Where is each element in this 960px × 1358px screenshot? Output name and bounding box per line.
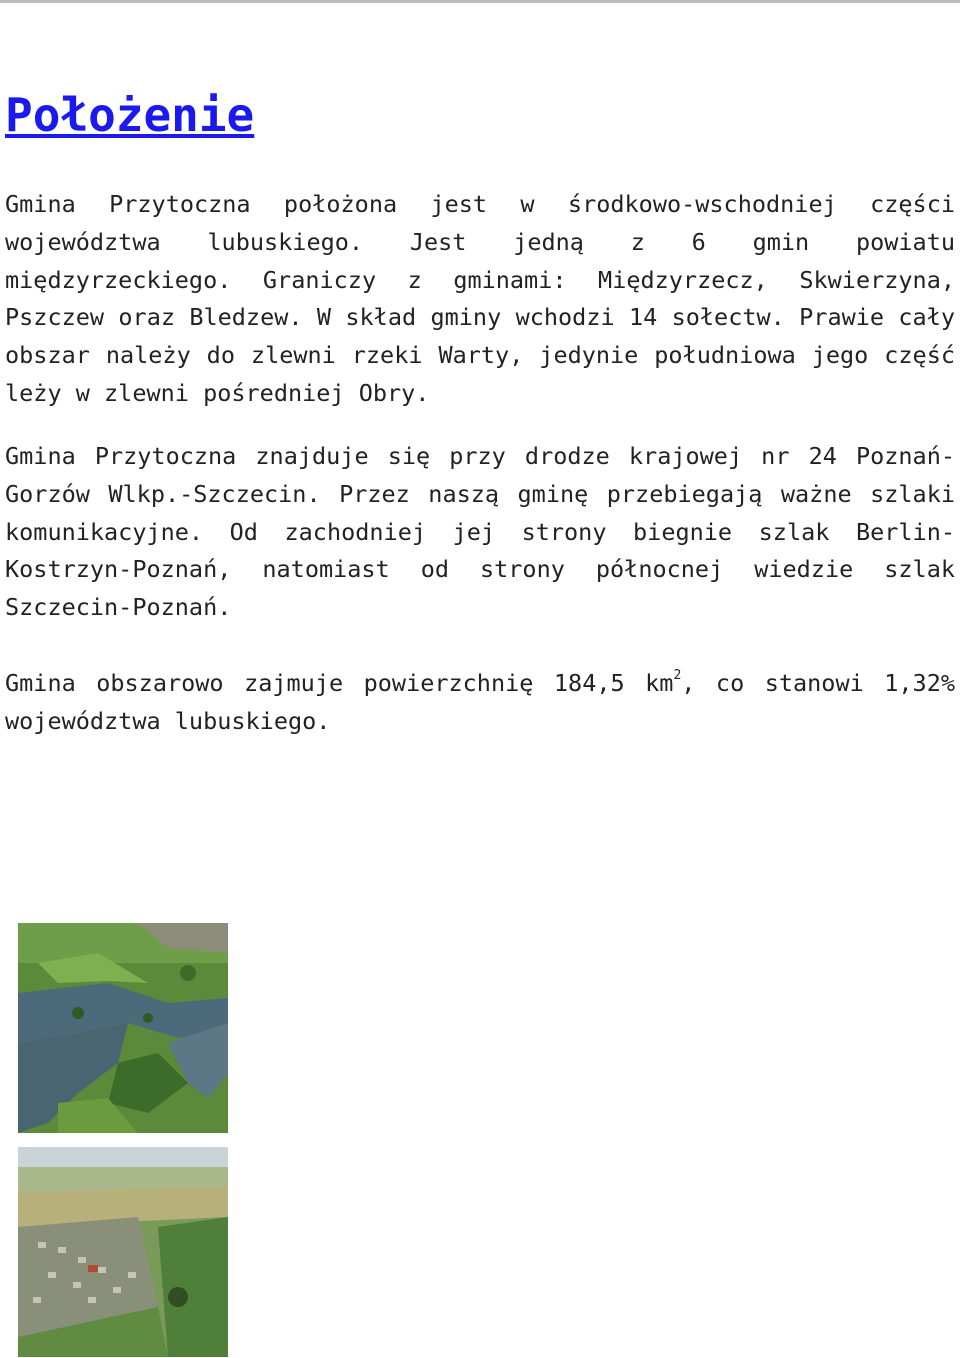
paragraph-area xyxy=(5,665,955,741)
top-divider xyxy=(0,0,960,3)
area-text-end: , co stanowi 1,32% województwa lubuskiego. xyxy=(5,669,955,735)
aerial-river-photo xyxy=(18,923,228,1133)
paragraph-location: Gmina Przytoczna położona jest w środkowo-wschodniej części województwa lubuskiego. Jest jedną z 6 gmin powiatu międzyrzeckiego. Graniczy z gminami: Międzyrzecz, Skwierzyna, Pszczew oraz Bledzew. W skład gminy wchodzi 14 sołectw. Prawie cały obszar należy do zlewni rzeki Warty, jedynie południowa jego część leży w zlewni pośredniej Obry. xyxy=(5,190,955,407)
area-unit-superscript: 2 xyxy=(673,668,682,683)
area-text-start: Gmina obszarowo zajmuje powierzchnię 184,5 km xyxy=(5,669,674,697)
aerial-village-photo xyxy=(18,1147,228,1357)
paragraph-transport: Gmina Przytoczna znajduje się przy drodze krajowej nr 24 Poznań-Gorzów Wlkp.-Szczecin. Przez naszą gminę przebiegają ważne szlaki komunikacyjne. Od zachodniej jej strony biegnie szlak Berlin-Kostrzyn-Poznań, natomiast od strony północnej wiedzie szlak Szczecin-Poznań. xyxy=(5,442,955,622)
page-title-link[interactable]: Położenie xyxy=(5,88,255,142)
